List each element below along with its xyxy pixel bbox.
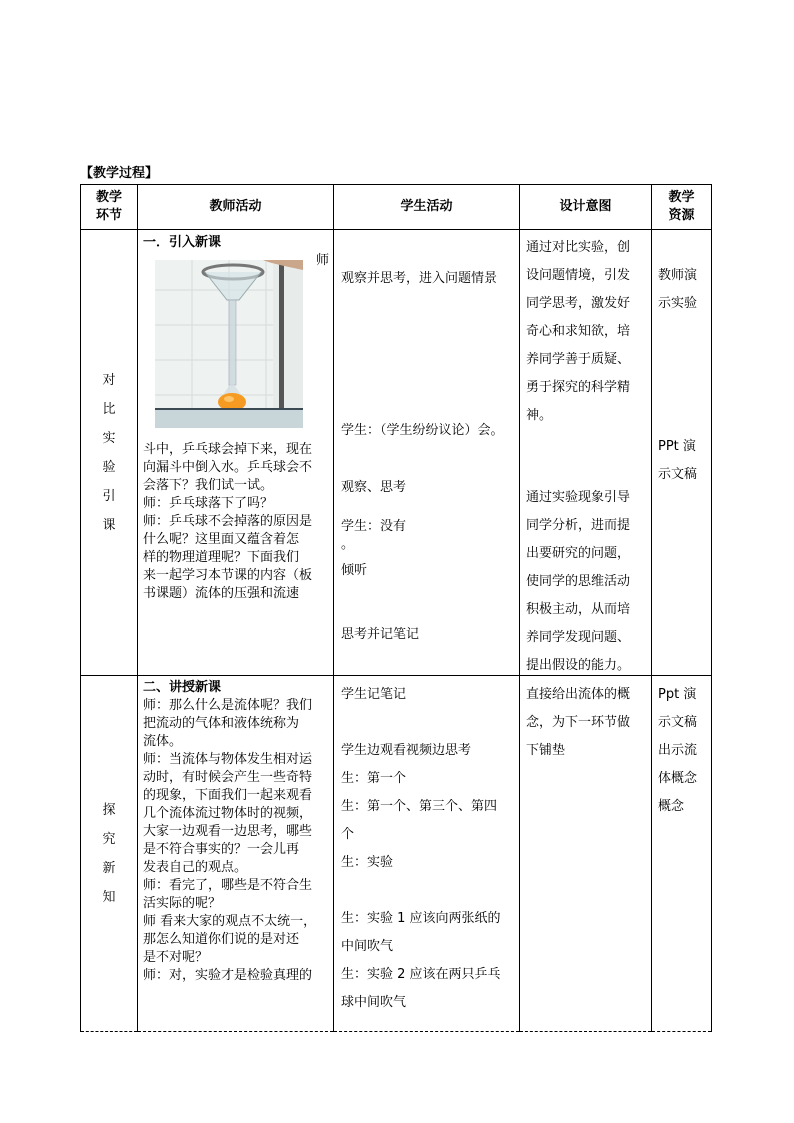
resource-cell xyxy=(652,676,712,1032)
student-cell: 观察并思考，进入问题情景 学生：（学生纷纷议论）会。 观察、思考 学生：没有 。 倾听 思考并记笔记 xyxy=(334,230,520,676)
experiment-photo xyxy=(155,260,303,428)
student-cell xyxy=(334,676,520,1032)
header-teacher: 教师活动 xyxy=(138,185,334,230)
intent-text-b: 通过实验现象引导 同学分析，进而提 出要研究的问题， 使同学的思维活动 积极主动，从而培 养同学发现问题、 提出假设的能力。 xyxy=(526,490,631,673)
intent-text-a: 通过对比实验，创 设问题情境，引发 同学思考，激发好 奇心和求知欲，培 养同学善于质疑、 勇于探究的科学精 神。 xyxy=(526,240,631,423)
resource-text-b: PPt 演 示文稿 xyxy=(658,439,698,482)
header-student: 学生活动 xyxy=(334,185,520,230)
funnel-experiment-image xyxy=(155,260,303,428)
student-text: 学生记笔记 学生边观看视频边思考 生：第一个 生：第一个、第三个、第四 个 生：实验 生：实验 1 应该向两张纸的 中间吹气 生：实验 2 应该在两只乒乓 球中间吹气 xyxy=(341,687,501,1010)
section-heading: 【教学过程】 xyxy=(80,166,159,181)
intent-text: 直接给出流体的概 念，为下一环节做 下铺垫 xyxy=(526,687,631,758)
teacher-title: 二、讲授新课 xyxy=(143,680,222,695)
table-header-row xyxy=(81,185,712,230)
teacher-cell xyxy=(138,230,334,676)
stage-cell: 探 究 新 知 xyxy=(81,676,138,1032)
stage-cell: 对 比 实 验 引 课 xyxy=(81,230,138,676)
teacher-paragraph: 师：那么什么是流体呢？我们 把流动的气体和液体统称为 流体。 师：当流体与物体发生相对运 动时，有时候会产生一些奇特 的现象，下面我们一起来观看 几个流体流过物体时的视频， 大家一边观看一边思考，哪些 是不符合事实的？一会儿再 发表自己的观点。 师：看完了，哪些是不符合生 活实际的呢？ 师 看来大家的观点不太统一， 那怎么知道你们说的是对还 是不对呢？ 师：对，实验才是检验真理的 xyxy=(143,698,317,983)
resource-cell xyxy=(652,230,712,676)
resource-text-a: 教师演 示实验 xyxy=(658,268,698,311)
teacher-cell xyxy=(138,676,334,1032)
teacher-title: 一．引入新课 xyxy=(143,235,222,250)
intent-cell xyxy=(520,676,652,1032)
intent-cell xyxy=(520,230,652,676)
header-stage: 教学 环节 xyxy=(81,185,138,230)
header-intent: 设计意图 xyxy=(520,185,652,230)
header-resource: 教学 资源 xyxy=(652,185,712,230)
resource-text: Ppt 演 示文稿 出示流 体概念 概念 xyxy=(658,687,698,814)
table-row xyxy=(81,676,712,1032)
lesson-table xyxy=(80,184,712,1032)
teacher-side-text: 师 xyxy=(316,253,330,268)
table-row xyxy=(81,230,712,676)
teacher-paragraph: 斗中，乒乓球会掉下来，现在 向漏斗中倒入水。乒乓球会不 会落下？我们试一试。 师：乒乓球落下了吗？ 师：乒乓球不会掉落的原因是 什么呢？这里面又蕴含着怎 样的物理道理呢？下面我们 来一起学习本节课的内容（板 书课题）流体的压强和流速 xyxy=(143,442,313,601)
